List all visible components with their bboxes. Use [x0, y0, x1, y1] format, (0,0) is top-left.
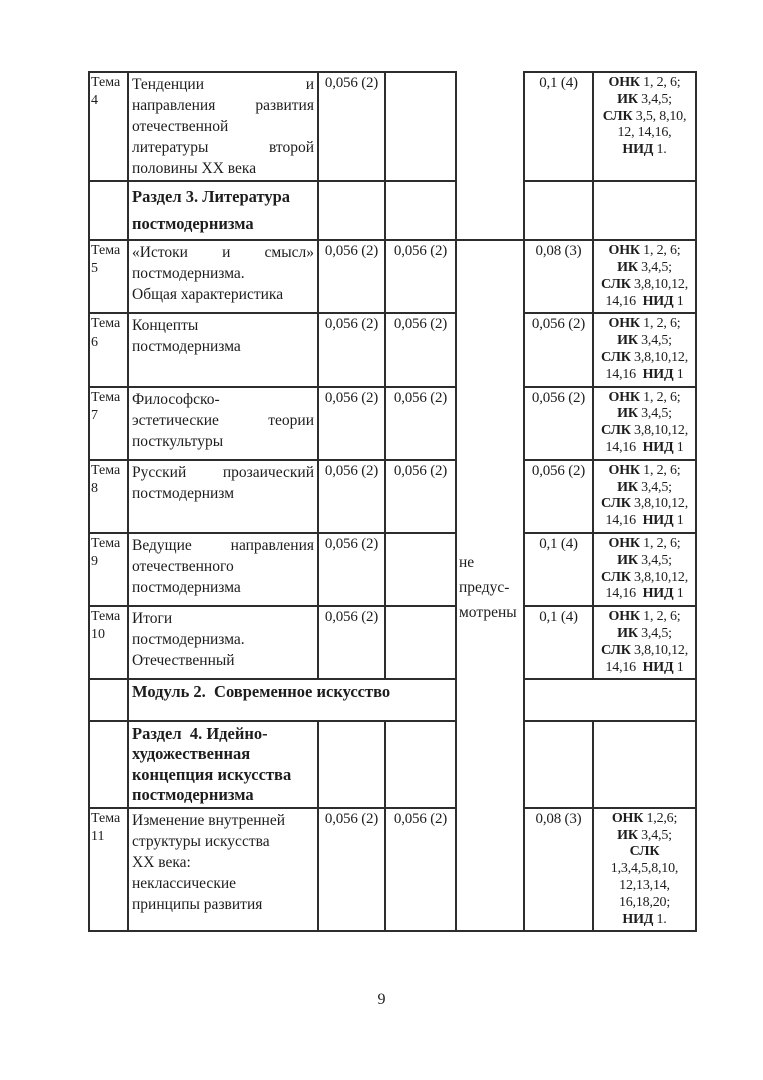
selfstudy-hours-cell: 0,08 (3)	[524, 240, 593, 313]
labs-not-provided-cell: не предус- мотрены	[456, 240, 524, 931]
lecture-hours-cell: 0,056 (2)	[318, 72, 385, 181]
page-number: 9	[377, 991, 386, 1008]
topic-cell: Русский прозаический постмодернизм	[128, 460, 318, 533]
lecture-hours-cell: 0,056 (2)	[318, 808, 385, 932]
topic-cell: Концепты постмодернизма	[128, 313, 318, 386]
table-row-tema-4	[89, 72, 696, 181]
table-row-razdel-4	[89, 721, 696, 808]
selfstudy-hours-cell: 0,056 (2)	[524, 313, 593, 386]
selfstudy-hours-cell: 0,056 (2)	[524, 460, 593, 533]
module-title-cell: Модуль 2. Современное искусство	[128, 679, 456, 721]
tema-number-cell: Тема 10	[89, 606, 128, 679]
tema-number-cell: Тема 5	[89, 240, 128, 313]
competences-cell	[593, 721, 696, 808]
tema-number-cell: Тема 6	[89, 313, 128, 386]
competences-cell: ОНК 1, 2, 6; ИК 3,4,5; СЛК 3,8,10,12, 14,16 НИД 1	[593, 387, 696, 460]
competences-cell: ОНК 1,2,6; ИК 3,4,5; СЛК 1,3,4,5,8,10, 12,13,14, 16,18,20; НИД 1.	[593, 808, 696, 932]
section-title-cell: Раздел 4. Идейно- художественная концепция искусства постмодернизма	[128, 721, 318, 808]
lecture-hours-cell: 0,056 (2)	[318, 460, 385, 533]
tema-number-cell	[89, 721, 128, 808]
selfstudy-hours-cell	[524, 181, 593, 240]
selfstudy-hours-cell	[524, 721, 593, 808]
lecture-hours-cell	[318, 721, 385, 808]
seminar-hours-cell	[385, 72, 456, 181]
table-row-tema-5	[89, 240, 696, 313]
competences-cell: ОНК 1, 2, 6; ИК 3,4,5; СЛК 3,5, 8,10, 12, 14,16, НИД 1.	[593, 72, 696, 181]
table-row-tema-11	[89, 808, 696, 932]
table-row-tema-7	[89, 387, 696, 460]
topic-cell: Ведущие направления отечественного постмодернизма	[128, 533, 318, 606]
seminar-hours-cell: 0,056 (2)	[385, 240, 456, 313]
topic-cell: Философско- эстетические теории посткультуры	[128, 387, 318, 460]
seminar-hours-cell: 0,056 (2)	[385, 460, 456, 533]
seminar-hours-cell	[385, 533, 456, 606]
topic-cell: Тенденции и направления развития отечественной литературы второй половины XX века	[128, 72, 318, 181]
lecture-hours-cell	[318, 181, 385, 240]
tema-number-cell	[89, 181, 128, 240]
topic-cell: «Истоки и смысл» постмодернизма. Общая характеристика	[128, 240, 318, 313]
seminar-hours-cell: 0,056 (2)	[385, 313, 456, 386]
lecture-hours-cell: 0,056 (2)	[318, 240, 385, 313]
lecture-hours-cell: 0,056 (2)	[318, 387, 385, 460]
competences-cell: ОНК 1, 2, 6; ИК 3,4,5; СЛК 3,8,10,12, 14,16 НИД 1	[593, 606, 696, 679]
course-hours-table	[88, 71, 697, 932]
competences-cell: ОНК 1, 2, 6; ИК 3,4,5; СЛК 3,8,10,12, 14,16 НИД 1	[593, 313, 696, 386]
tema-number-cell	[89, 679, 128, 721]
tema-number-cell: Тема 7	[89, 387, 128, 460]
selfstudy-hours-cell: 0,1 (4)	[524, 606, 593, 679]
table-row-modul-2	[89, 679, 696, 721]
tema-number-cell: Тема 11	[89, 808, 128, 932]
table-row-tema-10	[89, 606, 696, 679]
competences-cell: ОНК 1, 2, 6; ИК 3,4,5; СЛК 3,8,10,12, 14,16 НИД 1	[593, 533, 696, 606]
table-row-tema-8	[89, 460, 696, 533]
section-title-cell: Раздел 3. Литература постмодернизма	[128, 181, 318, 240]
lecture-hours-cell: 0,056 (2)	[318, 313, 385, 386]
competences-cell: ОНК 1, 2, 6; ИК 3,4,5; СЛК 3,8,10,12, 14,16 НИД 1	[593, 460, 696, 533]
tema-number-cell: Тема 8	[89, 460, 128, 533]
seminar-hours-cell	[385, 181, 456, 240]
table-row-tema-9	[89, 533, 696, 606]
seminar-hours-cell: 0,056 (2)	[385, 808, 456, 932]
lecture-hours-cell: 0,056 (2)	[318, 533, 385, 606]
tema-number-cell: Тема 9	[89, 533, 128, 606]
seminar-hours-cell: 0,056 (2)	[385, 387, 456, 460]
selfstudy-hours-cell: 0,1 (4)	[524, 533, 593, 606]
table-row-tema-6	[89, 313, 696, 386]
seminar-hours-cell	[385, 606, 456, 679]
merged-empty-cell	[524, 679, 696, 721]
competences-cell: ОНК 1, 2, 6; ИК 3,4,5; СЛК 3,8,10,12, 14,16 НИД 1	[593, 240, 696, 313]
selfstudy-hours-cell: 0,056 (2)	[524, 387, 593, 460]
seminar-hours-cell	[385, 721, 456, 808]
lecture-hours-cell: 0,056 (2)	[318, 606, 385, 679]
competences-cell	[593, 181, 696, 240]
topic-cell: Изменение внутренней структуры искусства XX века: неклассические принципы развития	[128, 808, 318, 932]
labs-hours-empty-cell	[456, 72, 524, 240]
selfstudy-hours-cell: 0,1 (4)	[524, 72, 593, 181]
tema-number-cell: Тема 4	[89, 72, 128, 181]
table-row-razdel-3	[89, 181, 696, 240]
selfstudy-hours-cell: 0,08 (3)	[524, 808, 593, 932]
topic-cell: Итоги постмодернизма. Отечественный	[128, 606, 318, 679]
